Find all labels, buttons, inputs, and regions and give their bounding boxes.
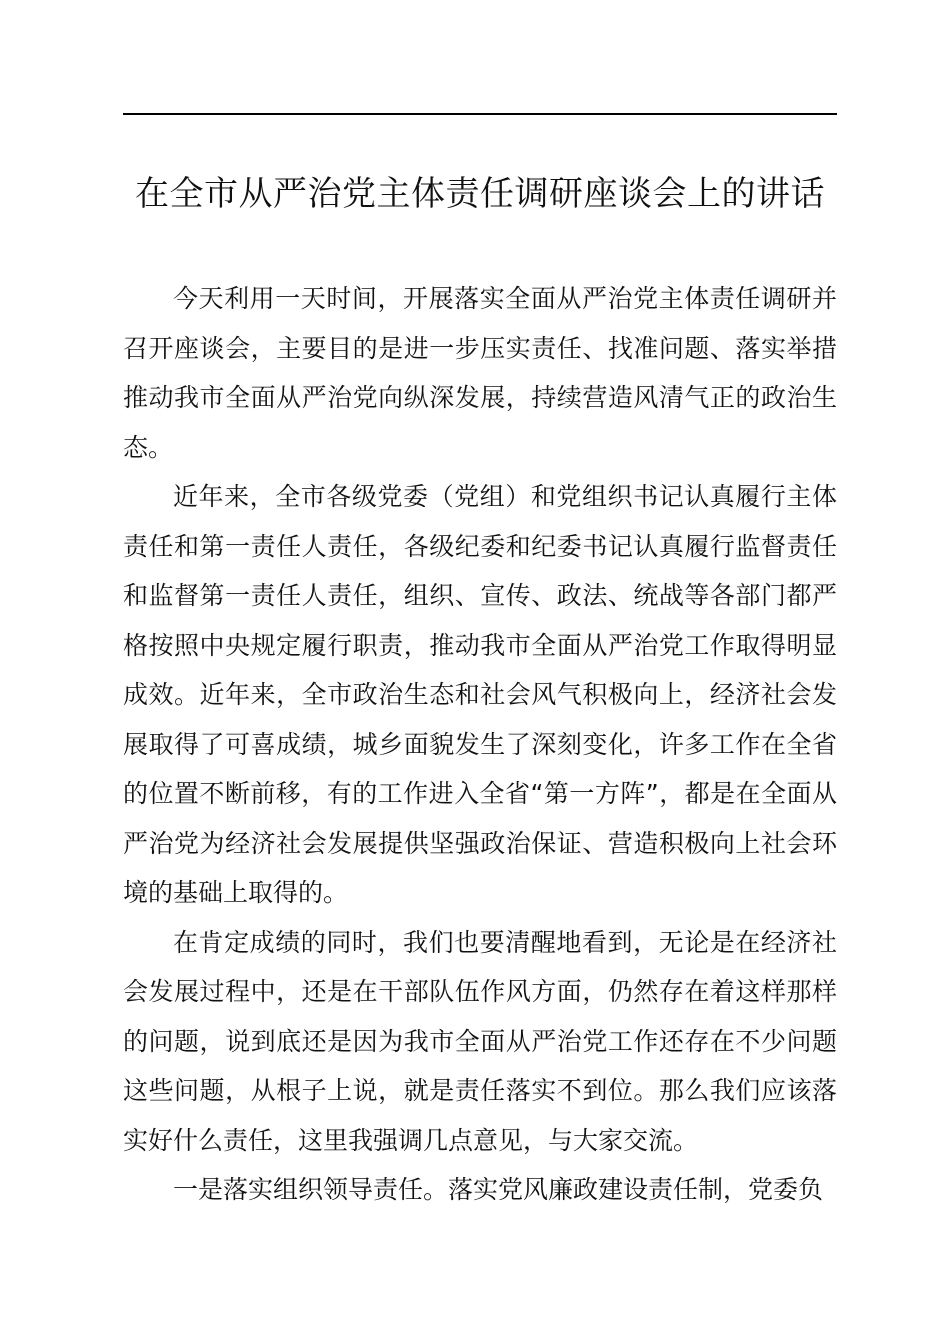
document-title: 在全市从严治党主体责任调研座谈会上的讲话 — [135, 174, 825, 214]
paragraph-3: 在肯定成绩的同时，我们也要清醒地看到，无论是在经济社会发展过程中，还是在干部队伍作风方面，仍然存在着这样那样的问题，说到底还是因为我市全面从严治党工作还存在不少问题这些问题，从根子上说，就是责任落实不到位。那么我们应该落实好什么责任，这里我强调几点意见，与大家交流。 — [123, 927, 837, 1155]
paragraph-2: 近年来，全市各级党委（党组）和党组织书记认真履行主体责任和第一责任人责任，各级纪委和纪委书记认真履行监督责任和监督第一责任人责任，组织、宣传、政法、统战等各部门都严格按照中央规定履行职责，推动我市全面从严治党工作取得明显成效。近年来，全市政治生态和社会风气积极向上，经济社会发展取得了可喜成绩，城乡面貌发生了深刻变化，许多工作在全省的位置不断前移，有的工作进入全省“第一方阵”，都是在全面从严治党为经济社会发展提供坚强政治保证、营造积极向上社会环境的基础上取得的。 — [123, 482, 837, 907]
paragraph-4: 一是落实组织领导责任。落实党风廉政建设责任制，党委负 — [173, 1175, 824, 1204]
header-rule — [123, 113, 837, 115]
paragraph-1: 今天利用一天时间，开展落实全面从严治党主体责任调研并召开座谈会，主要目的是进一步压实责任、找准问题、落实举措推动我市全面从严治党向纵深发展，持续营造风清气正的政治生态。 — [123, 284, 837, 462]
document-body — [123, 274, 837, 1215]
